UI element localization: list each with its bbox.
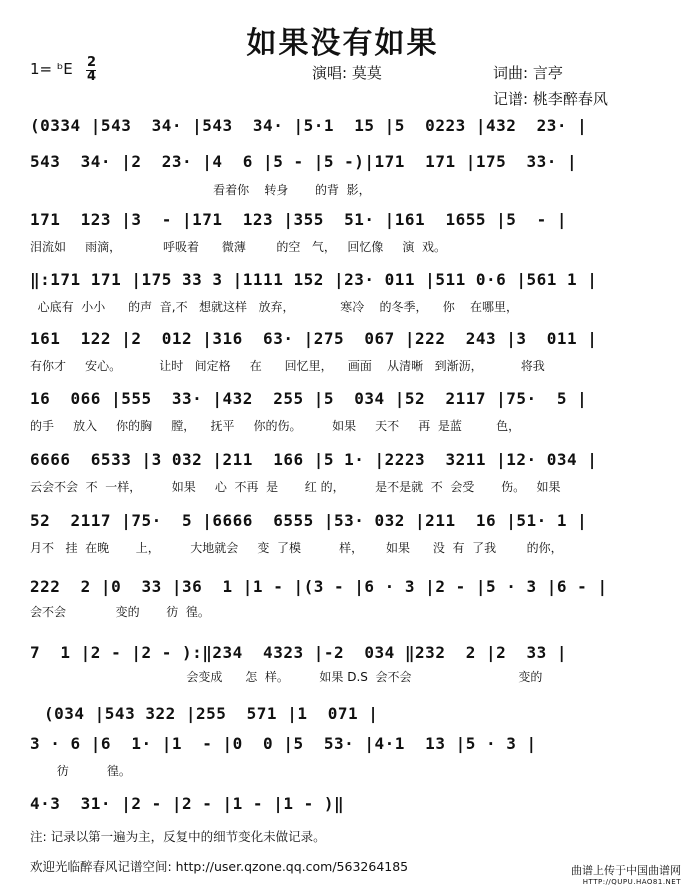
score-row-13-notes: 4·3 31· |2 - |2 - |1 - |1 - )‖: [30, 794, 345, 813]
score-row-4-notes: ‖:171 171 |175 33 3 |1111 152 |23· 011 |511 0·6 |561 1 |: [30, 270, 598, 289]
score-row-8-lyrics: 月不 挂 在晚 上， 大地就会 变 了模 样， 如果 没 有 了我 的你，: [30, 541, 563, 555]
transcriber-credit: 记谱: 桃李醉春风: [493, 90, 608, 108]
score-row-8-notes: 52 2117 |75· 5 |6666 6555 |53· 032 |211 16 |51· 1 |: [30, 511, 588, 530]
welcome-line: 欢迎光临醉春风记谱空间: http://user.qzone.qq.com/563264185: [30, 859, 409, 874]
score-row-10-lyrics: 会变成 怎 样。 如果 D.S 会不会 变的: [30, 670, 543, 684]
score-row-3-lyrics: 泪流如 雨滴， 呼吸着 微薄 的空 气， 回忆像 演 戏。: [30, 240, 447, 254]
score-row-10-notes: 7 1 |2 - |2 - ):‖234 4323 |-2 034 ‖232 2 |2 33 |: [30, 643, 568, 662]
score-row-7-lyrics: 云会不会 不 一样， 如果 心 不再 是 红 的， 是不是就 不 会受 伤。 如果: [30, 480, 561, 494]
score-row-12-lyrics: 彷 徨。: [30, 764, 131, 778]
score-row-7-notes: 6666 6533 |3 032 |211 166 |5 1· |2223 3211 |12· 034 |: [30, 450, 598, 469]
page-title: 如果没有如果: [246, 26, 439, 61]
score-row-5-notes: 161 122 |2 012 |316 63· |275 067 |222 243 |3 011 |: [30, 329, 598, 348]
key-signature: 1= ᵇE: [30, 60, 73, 78]
score-row-11-notes: (034 |543 322 |255 571 |1 071 |: [44, 704, 379, 723]
score-row-3-notes: 171 123 |3 - |171 123 |355 51· |161 1655 |5 - |: [30, 210, 568, 229]
site-credit-url: HTTP://QUPU.HAO81.NET: [582, 878, 681, 886]
score-row-5-lyrics: 有你才 安心。 让时 间定格 在 回忆里， 画面 从清晰 到渐沥， 将我: [30, 359, 545, 373]
score-row-6-lyrics: 的手 放入 你的胸 膛， 抚平 你的伤。 如果 天不 再 是蓝 色，: [30, 419, 521, 433]
composer-credit: 词曲: 言亭: [493, 64, 563, 82]
site-credit: 曲谱上传于中国曲谱网: [571, 864, 681, 877]
score-row-4-lyrics: 心底有 小小 的声 音,不 想就这样 放弃， 寒冷 的冬季， 你 在哪里，: [30, 300, 519, 314]
score-row-2-notes: 543 34· |2 23· |4 6 |5 - |5 -)|171 171 |175 33· |: [30, 152, 578, 171]
time-signature-bottom: 4: [87, 69, 97, 84]
singer-credit: 演唱: 莫莫: [312, 64, 382, 82]
transcription-note: 注: 记录以第一遍为主，反复中的细节变化未做记录。: [30, 829, 326, 844]
score-row-9-lyrics: 会不会 变的 彷 徨。: [30, 605, 210, 619]
score-row-12-notes: 3 · 6 |6 1· |1 - |0 0 |5 53· |4·1 13 |5 · 3 |: [30, 734, 537, 753]
score-row-6-notes: 16 066 |555 33· |432 255 |5 034 |52 2117 |75· 5 |: [30, 389, 588, 408]
time-signature-top: 2: [87, 55, 97, 70]
score-row-1-notes: (0334 |543 34· |543 34· |5·1 15 |5 0223 |432 23· |: [30, 116, 588, 135]
score-row-9-notes: 222 2 |0 33 |36 1 |1 - |(3 - |6 · 3 |2 - |5 · 3 |6 - |: [30, 577, 608, 596]
score-row-2-lyrics: 看着你 转身 的背 影，: [30, 183, 371, 197]
